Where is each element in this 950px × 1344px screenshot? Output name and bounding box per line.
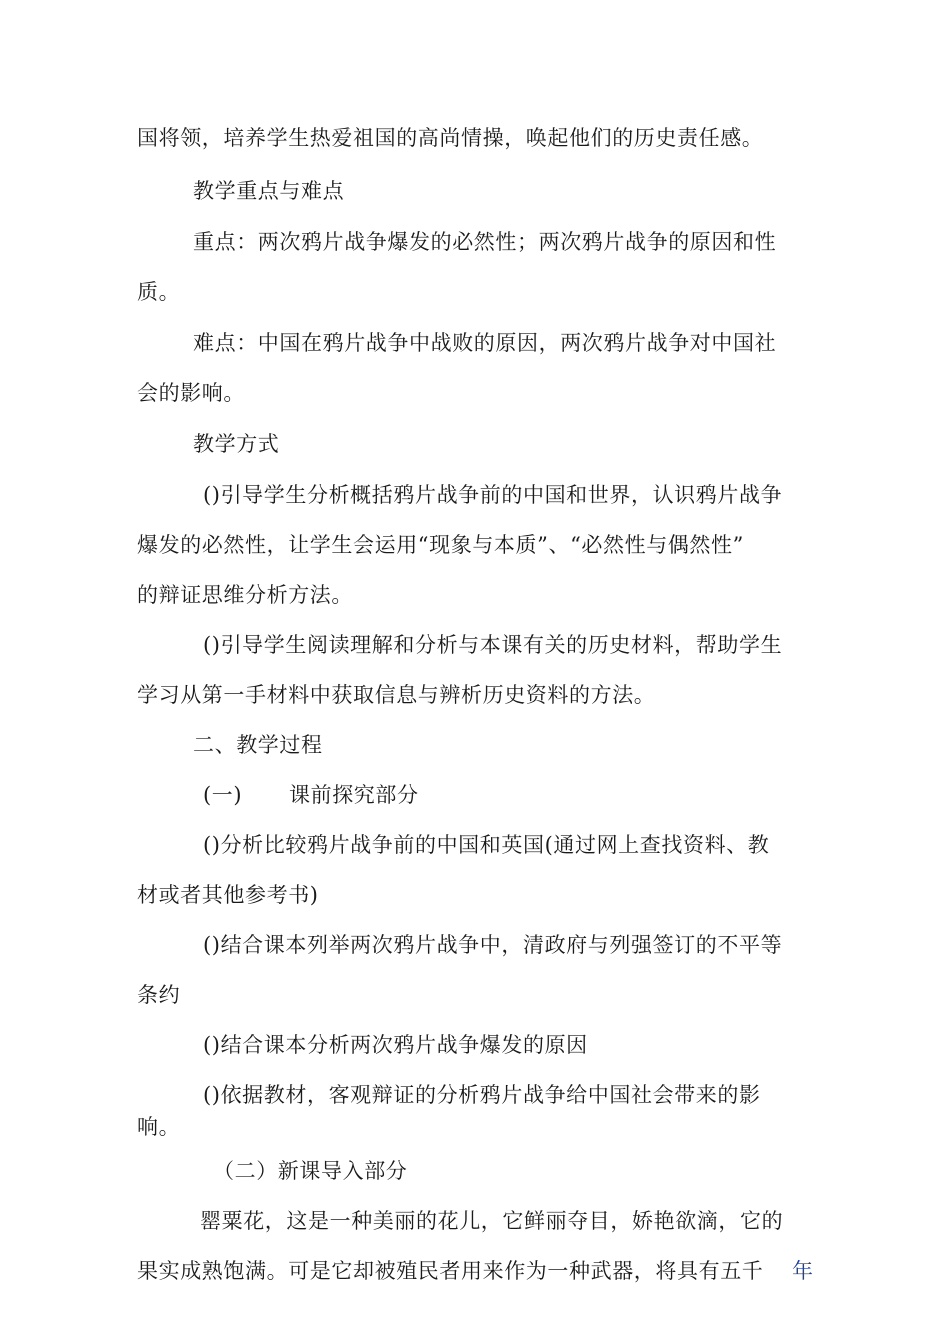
text-line: 难点：中国在鸦片战争中战败的原因，两次鸦片战争对中国社: [193, 331, 777, 355]
text-line: 国将领，培养学生热爱祖国的高尚情操，唤起他们的历史责任感。: [137, 126, 764, 150]
text-line: 材或者其他参考书): [137, 883, 319, 907]
subsection-heading: 课前探究部分: [289, 783, 419, 807]
text-line: ()结合课本分析两次鸦片战争爆发的原因: [203, 1033, 588, 1057]
text-line: ()依据教材，客观辩证的分析鸦片战争给中国社会带来的影: [203, 1083, 761, 1107]
text-line: ()分析比较鸦片战争前的中国和英国(通过网上查找资料、教: [203, 833, 770, 857]
text-line: 重点：两次鸦片战争爆发的必然性；两次鸦片战争的原因和性: [193, 230, 777, 254]
text-line: 质。: [137, 280, 181, 304]
text-line: ()引导学生分析概括鸦片战争前的中国和世界，认识鸦片战争: [203, 483, 783, 507]
highlighted-text: 年: [792, 1259, 814, 1283]
text-line: 会的影响。: [137, 381, 245, 405]
section-heading: 二、教学过程: [193, 733, 323, 757]
text-line: 罂粟花，这是一种美丽的花儿，它鲜丽夺目，娇艳欲滴，它的: [200, 1209, 784, 1233]
text-line: 的辩证思维分析方法。: [137, 583, 353, 607]
subsection-number: (一): [203, 783, 243, 807]
section-heading: 教学重点与难点: [193, 179, 345, 203]
section-heading: 教学方式: [193, 432, 280, 456]
text-line: ()引导学生阅读理解和分析与本课有关的历史材料，帮助学生: [203, 633, 783, 657]
text-line: ()结合课本列举两次鸦片战争中，清政府与列强签订的不平等: [203, 933, 783, 957]
subsection-heading: （二）新课导入部分: [213, 1159, 408, 1183]
text-line: 条约: [137, 983, 181, 1007]
text-line: 学习从第一手材料中获取信息与辨析历史资料的方法。: [137, 683, 656, 707]
text-line: 果实成熟饱满。可是它却被殖民者用来作为一种武器，将具有五千: [137, 1259, 764, 1283]
text-line: 爆发的必然性，让学生会运用“现象与本质”、“必然性与偶然性”: [137, 533, 744, 557]
text-line: 响。: [137, 1115, 181, 1139]
